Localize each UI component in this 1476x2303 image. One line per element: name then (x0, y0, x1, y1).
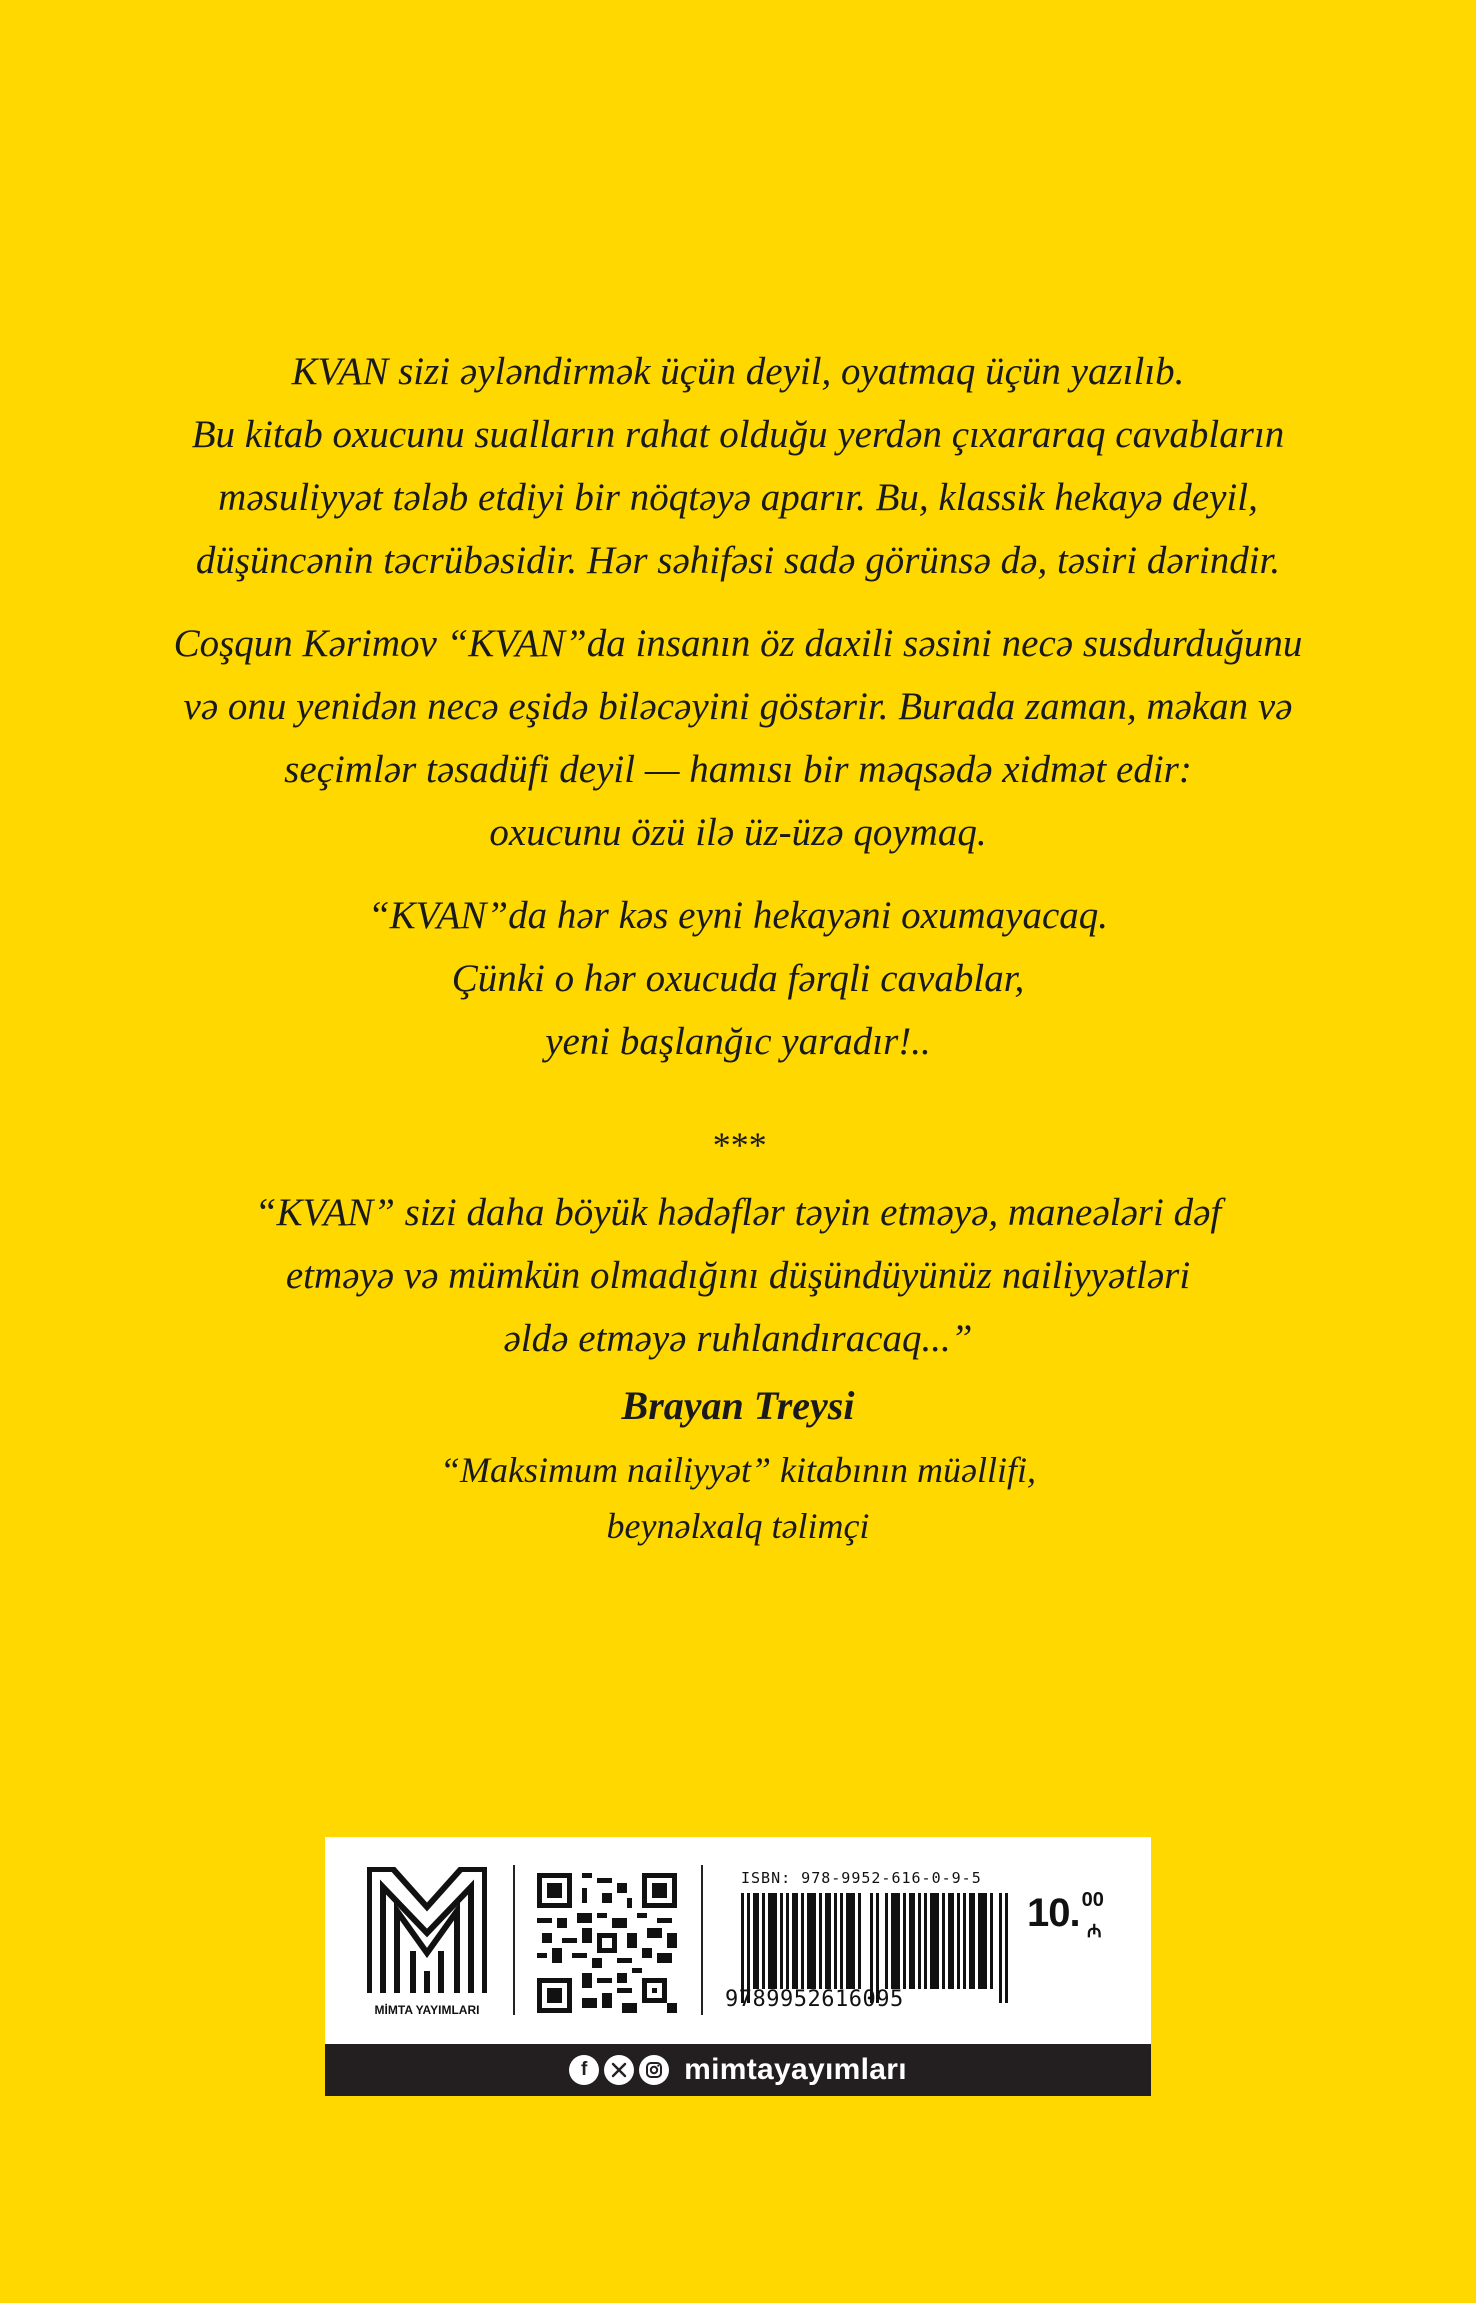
price-main: 10. (1027, 1891, 1080, 1935)
author-desc-line: “Maksimum nailiyyət” kitabının müəllifi, (440, 1450, 1036, 1490)
quote-line: “KVAN” sizi daha böyük hədəflər təyin etməyə, maneələri dəf (254, 1191, 1222, 1234)
back-cover-blurb (0, 340, 1476, 1554)
quote-author-description (0, 1442, 1476, 1554)
author-desc-line: beynəlxalq təlimçi (606, 1506, 870, 1546)
blurb-line: Coşqun Kərimov “KVAN”da insanın öz daxili səsini necə susdurduğunu (173, 622, 1303, 665)
blurb-line: məsuliyyət tələb etdiyi bir nöqtəyə aparır. Bu, klassik hekayə deyil, (218, 476, 1258, 519)
price-currency: ₼ (1087, 1921, 1102, 1941)
blurb-line: və onu yenidən necə eşidə biləcəyini göstərir. Burada zaman, məkan və (183, 685, 1293, 728)
instagram-icon[interactable] (639, 2055, 669, 2085)
qr-code-icon (537, 1873, 677, 2013)
barcode-panel-top (325, 1837, 1151, 2044)
social-handle[interactable]: mimtayayımları (684, 2053, 907, 2086)
divider (701, 1865, 703, 2015)
divider (513, 1865, 515, 2015)
x-icon[interactable] (604, 2055, 634, 2085)
price (1027, 1889, 1104, 1941)
blurb-line: “KVAN”da hər kəs eyni hekayəni oxumayacaq. (367, 894, 1109, 937)
quote-author: Brayan Treysi (621, 1383, 855, 1428)
quote-line: etməyə və mümkün olmadığını düşündüyünüz nailiyyətləri (285, 1254, 1191, 1297)
facebook-icon[interactable]: f (569, 2055, 599, 2085)
publisher-logo-mark-icon (367, 1867, 487, 1995)
blurb-line: düşüncənin təcrübəsidir. Hər səhifəsi sadə görünsə də, təsiri dərindir. (195, 539, 1281, 582)
publisher-logo (367, 1867, 487, 2017)
blurb-paragraph-2 (0, 612, 1476, 864)
quote-line: əldə etməyə ruhlandıracaq...” (503, 1317, 973, 1360)
blurb-line: Çünki o hər oxucuda fərqli cavablar, (451, 957, 1025, 1000)
blurb-line: seçimlər təsadüfi deyil — hamısı bir məqsədə xidmət edir: (284, 748, 1192, 791)
blurb-paragraph-1 (0, 340, 1476, 592)
social-bar (325, 2044, 1151, 2096)
blurb-paragraph-3 (0, 884, 1476, 1073)
barcode-panel (325, 1837, 1151, 2096)
blurb-line: Bu kitab oxucunu sualların rahat olduğu yerdən çıxararaq cavabların (191, 413, 1285, 456)
blurb-line: KVAN sizi əyləndirmək üçün deyil, oyatmaq üçün yazılıb. (291, 350, 1185, 393)
blurb-line: oxucunu özü ilə üz-üzə qoymaq. (489, 811, 987, 854)
barcode-number: 9789952616095 (725, 1987, 904, 2012)
isbn-label: ISBN: 978-9952-616-0-9-5 (741, 1869, 982, 1887)
section-separator: *** (711, 1125, 765, 1165)
endorsement-quote (0, 1181, 1476, 1370)
publisher-logo-text: MİMTA YAYIMLARI (374, 2003, 480, 2017)
blurb-line: yeni başlanğıc yaradır!.. (545, 1020, 931, 1063)
price-cents: 00 (1081, 1889, 1104, 1911)
